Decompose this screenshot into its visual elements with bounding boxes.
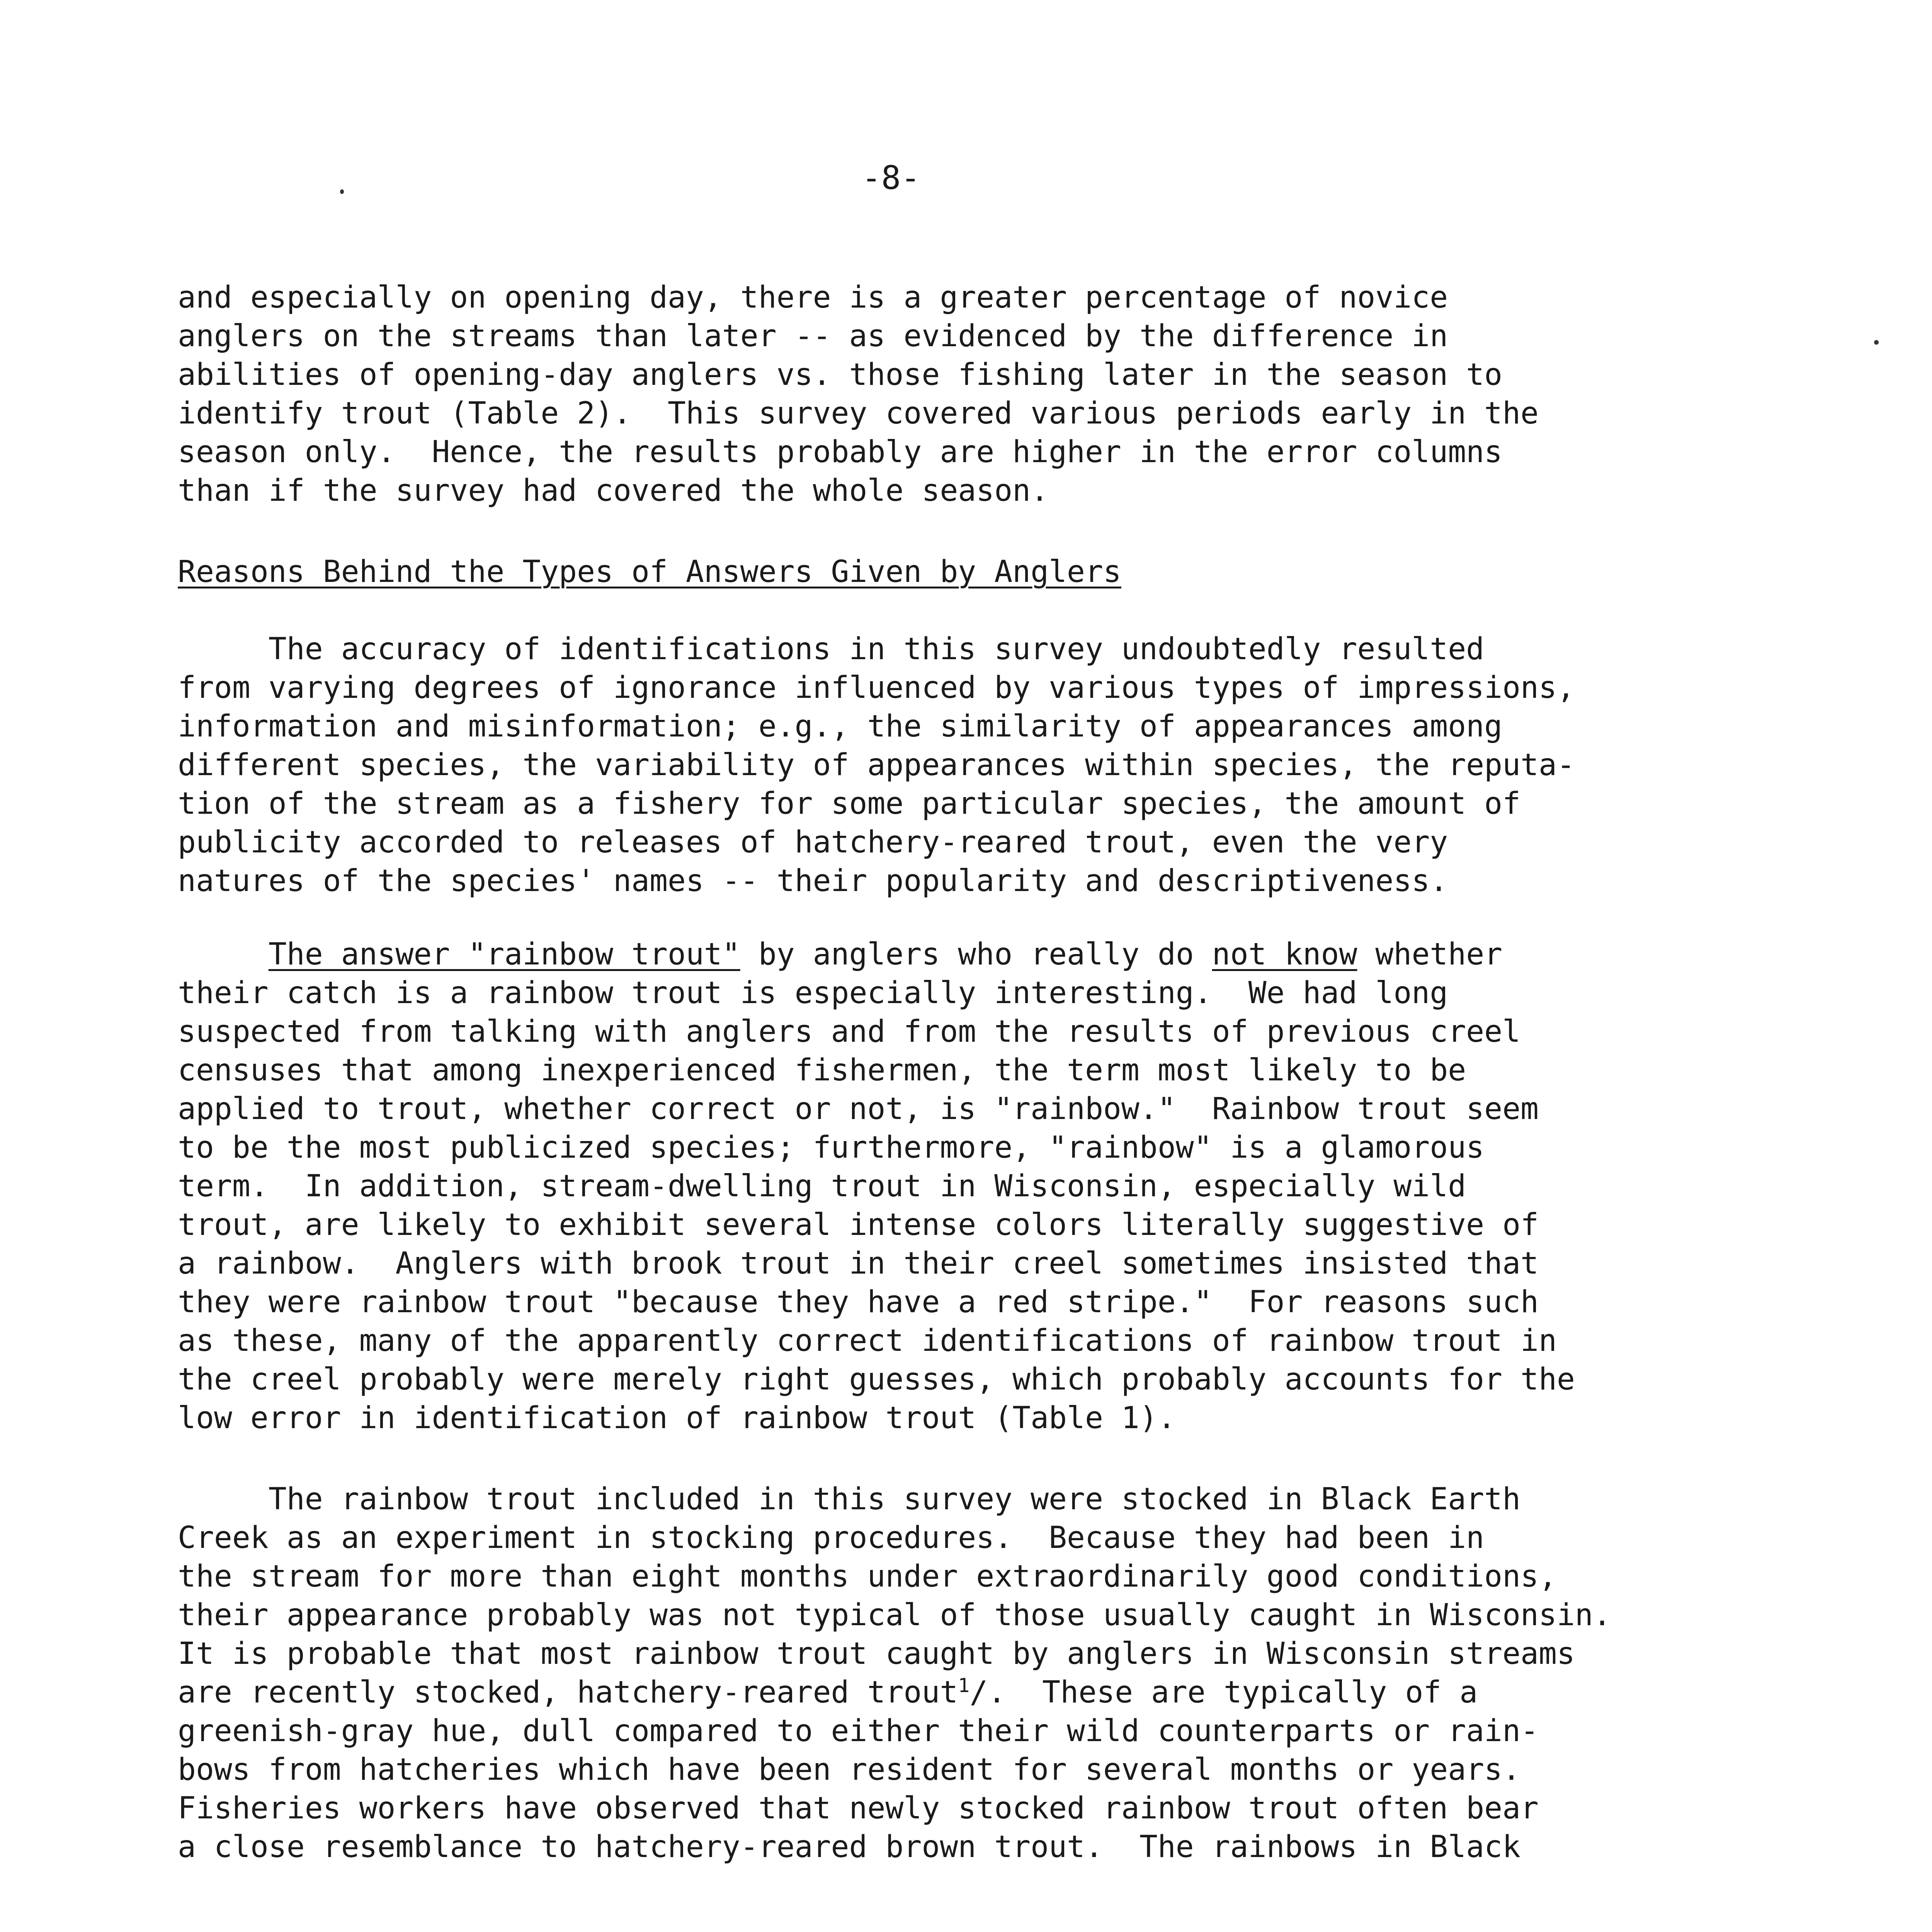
paragraph-3-body: their catch is a rainbow trout is especially interesting. We had long suspected from talking with anglers and from the results of previous creel censuses that among inexperienced fishermen, the term most likely to be applied to trout, whether correct or not, is "rainbow." Rainbow trout seem to be the most publicized species; furthermore, "rainbow" is a glamorous term. In addition, stream-dwelling trout in Wisconsin, especially wild trout, are likely to exhibit several intense colors literally suggestive of a rainbow. Anglers with brook trout in their creel sometimes insisted that they were rainbow trout "because they have a red stripe." For reasons such as these, many of the apparently correct identifications of rainbow trout in the creel probably were merely right guesses, which probably accounts for the low error in identification of rainbow trout (Table 1). (178, 976, 1575, 1435)
paragraph-4-before-ref: The rainbow trout included in this survey were stocked in Black Earth Creek as an experiment in stocking procedures. Because they had been in the stream for more than eight months under extraordinarily good conditions, their appearance probably was not typical of those usually caught in Wisconsin. It is probable that most rainbow trout caught by anglers in Wisconsin streams are recently stocked, hatchery-reared trout (178, 1482, 1611, 1710)
scan-speck (340, 189, 344, 194)
scan-speck (1874, 340, 1879, 345)
paragraph-3-lead-tail: whether (1357, 937, 1503, 972)
paragraph-3-underlined-phrase: The answer "rainbow trout" (268, 937, 740, 972)
paragraph-2: The accuracy of identifications in this survey undoubtedly resulted from varying degrees of ignorance influenced by various types of impressions, information and misinformation; e.g., the similarity of appearances among different species, the variability of appearances within species, the reputa- tion of the stream as a fishery for some particular species, the amount of publicity accorded to releases of hatchery-reared trout, even the very natures of the species' names -- their popularity and descriptiveness. (178, 632, 1575, 898)
paragraph-3-indent (178, 937, 269, 972)
section-heading: Reasons Behind the Types of Answers Given by Anglers (178, 554, 1121, 589)
paragraph-3-underlined-not-know: not know (1212, 937, 1357, 972)
paragraph-3-lead-mid: by anglers who really do (740, 937, 1212, 972)
paragraph-4 (178, 1480, 1611, 1866)
paragraph-3 (178, 935, 1575, 1437)
paragraph-1: and especially on opening day, there is a greater percentage of novice anglers on the streams than later -- as evidenced by the difference in abilities of opening-day anglers vs. those fishing later in the season to identify trout (Table 2). This survey covered various periods early in the season only. Hence, the results probably are higher in the error columns than if the survey had covered the whole season. (178, 280, 1539, 508)
page-number: -8- (862, 159, 920, 197)
paragraph-4-after-ref: /. These are typically of a greenish-gray hue, dull compared to either their wild counterparts or rain- bows from hatcheries which have been resident for several months or years. Fisheries workers have observed that newly stocked rainbow trout often bear a close resemblance to hatchery-reared brown trout. The rainbows in Black (178, 1675, 1539, 1864)
footnote-reference: 1 (958, 1674, 970, 1697)
